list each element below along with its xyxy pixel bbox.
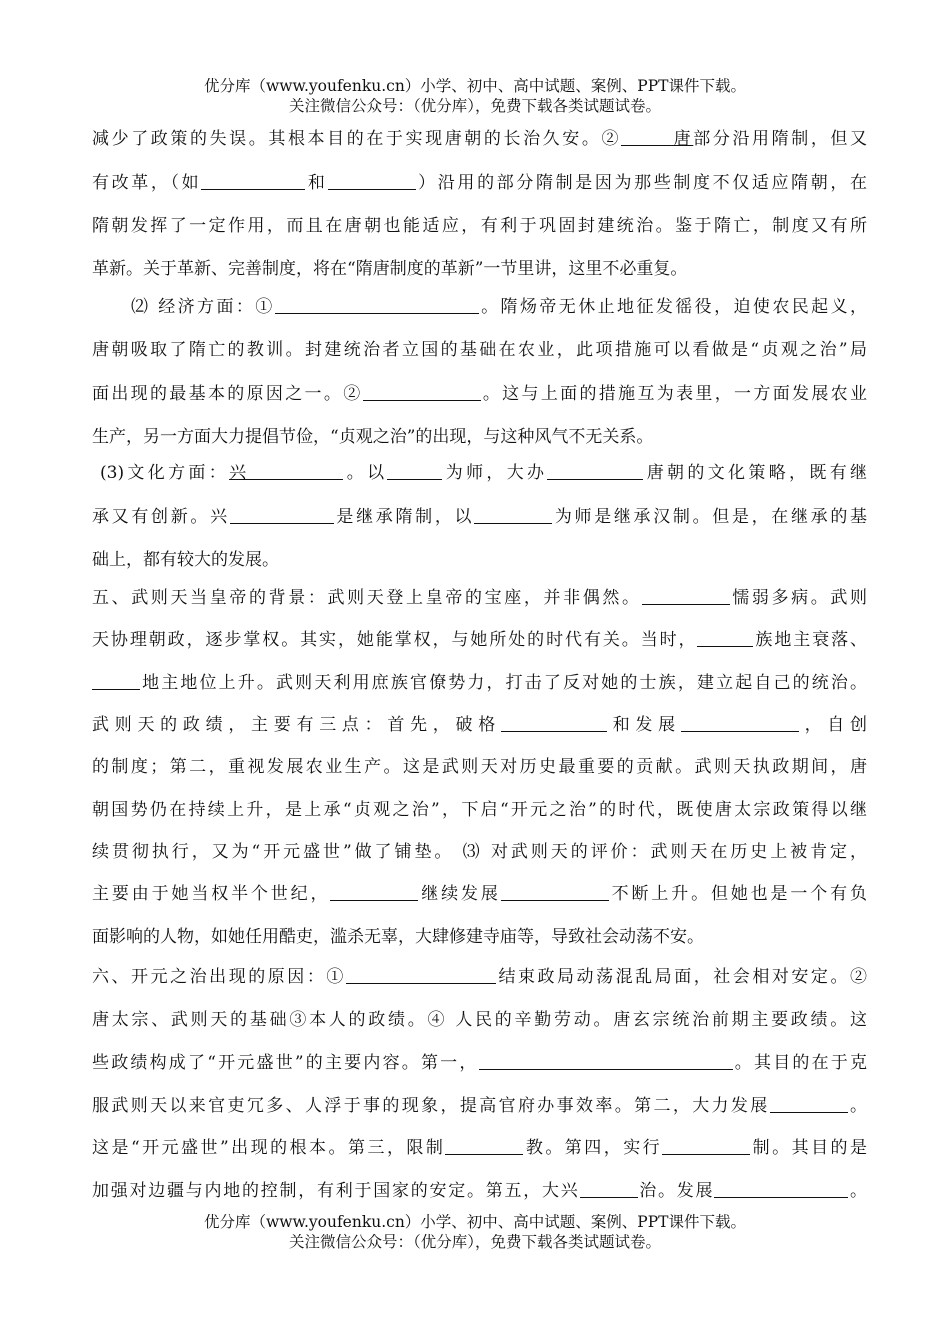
text-line-23: 些政绩构成了“开元盛世”的主要内容。第一， 。其目的在于克 (92, 1053, 867, 1073)
fill-blank[interactable] (714, 1181, 848, 1198)
fill-blank[interactable] (230, 507, 334, 524)
fill-blank[interactable] (697, 630, 753, 647)
footer-line-2: 关注微信公众号：（优分库），免费下载各类试题试卷。 (288, 1233, 661, 1251)
fill-blank[interactable] (479, 1053, 733, 1070)
footer-line-1: 优分库（www.youfenku.cn）小学、初中、高中试题、案例、PPT课件下载。 (203, 1213, 747, 1231)
header-line-2: 关注微信公众号：（优分库），免费下载各类试题试卷。 (288, 97, 661, 115)
fill-blank[interactable] (770, 1096, 848, 1113)
fill-blank[interactable] (275, 297, 479, 314)
text-line-4: 革新。关于革新、完善制度，将在“隋唐制度的革新”一节里讲，这里不必重复。 (92, 259, 688, 279)
fill-blank[interactable] (501, 715, 607, 732)
fill-blank[interactable] (474, 507, 552, 524)
fill-blank[interactable] (363, 384, 481, 401)
text-line-26: 加强对边疆与内地的控制，有利于国家的安定。第五，大兴 治。发展 。 (92, 1181, 867, 1201)
text-line-2: 有改革，（如 和 ）沿用的部分隋制是因为那些制度不仅适应隋朝，在 (92, 173, 868, 193)
fill-blank[interactable] (681, 715, 799, 732)
fill-blank[interactable] (580, 1181, 638, 1198)
fill-blank[interactable] (662, 1138, 750, 1155)
text-line-24: 服武则天以来官吏冗多、人浮于事的现象，提高官府办事效率。第二，大力发展 。 (92, 1096, 868, 1116)
text-line-6: 唐朝吸取了隋亡的教训。封建统治者立国的基础在农业，此项措施可以看做是“贞观之治”局 (92, 340, 867, 360)
fill-blank[interactable] (328, 173, 416, 190)
text-line-25: 这是“开元盛世”出现的根本。第三，限制 教。第四，实行 制。其目的是 (92, 1138, 868, 1158)
fill-blank[interactable] (387, 463, 442, 480)
text-line-13: 天协理朝政，逐步掌权。其实，她能掌权，与她所处的时代有关。当时， 族地主衰落、 (92, 630, 868, 650)
text-line-11: 础上，都有较大的发展。 (92, 550, 279, 570)
text-line-15: 武则天的政绩，主要有三点：首先，破格 和发展 ，自创 (92, 715, 868, 735)
fill-blank[interactable] (201, 173, 305, 190)
fill-blank[interactable] (346, 967, 496, 984)
text-line-19: 主要由于她当权半个世纪， 继续发展 不断上升。但她也是一个有负 (92, 884, 868, 904)
fill-blank[interactable] (249, 463, 343, 480)
text-line-1: 减少了政策的失误。其根本目的在于实现唐朝的长治久安。② 唐部分沿用隋制，但又 (92, 129, 868, 149)
page-header (0, 76, 950, 116)
fill-blank[interactable] (92, 673, 140, 690)
text-line-12: 五、武则天当皇帝的背景：武则天登上皇帝的宝座，并非偶然。 懦弱多病。武则 (92, 588, 868, 608)
text-line-14: 地主地位上升。武则天利用庶族官僚势力，打击了反对她的士族，建立起自己的统治。 (92, 672, 867, 694)
fill-blank[interactable] (621, 129, 671, 146)
fill-blank[interactable] (445, 1138, 523, 1155)
text-line-22: 唐太宗、武则天的基础③本人的政绩。④ 人民的辛勤劳动。唐玄宗统治前期主要政绩。这 (92, 1010, 867, 1030)
page-footer (0, 1212, 950, 1252)
header-line-1: 优分库（www.youfenku.cn）小学、初中、高中试题、案例、PPT课件下载。 (203, 77, 747, 95)
text-line-5: ⑵ 经济方面：① 。隋炀帝无休止地征发徭役，迫使农民起义， (131, 297, 867, 317)
text-line-10: 承又有创新。兴 是继承隋制，以 为师是继承汉制。但是，在继承的基 (92, 507, 868, 527)
text-line-18: 续贯彻执行，又为“开元盛世”做了铺垫。 ⑶ 对武则天的评价：武则天在历史上被肯定， (92, 842, 867, 862)
text-line-9: (3)文化方面：兴 。以 为师，大办 唐朝的文化策略，既有继 (100, 463, 868, 483)
text-line-21: 六、开元之治出现的原因：① 结束政局动荡混乱局面，社会相对安定。② (92, 967, 867, 987)
text-line-7: 面出现的最基本的原因之一。② 。这与上面的措施互为表里，一方面发展农业 (92, 384, 868, 404)
text-line-20: 面影响的人物，如她任用酷吏，滥杀无辜，大肆修建寺庙等，导致社会动荡不安。 (92, 927, 704, 947)
text-line-8: 生产，另一方面大力提倡节俭，“贞观之治”的出现，与这种风气不无关系。 (92, 427, 654, 447)
fill-blank[interactable] (547, 463, 643, 480)
text-line-3: 隋朝发挥了一定作用，而且在唐朝也能适应，有利于巩固封建统治。鉴于隋亡，制度又有所 (92, 216, 867, 236)
text-line-16: 的制度；第二，重视发展农业生产。这是武则天对历史最重要的贡献。武则天执政期间，唐 (92, 757, 867, 777)
fill-blank[interactable] (642, 588, 730, 605)
text-line-17: 朝国势仍在持续上升，是上承“贞观之治”，下启“开元之治”的时代，既使唐太宗政策得以继 (92, 800, 867, 820)
fill-blank[interactable] (501, 884, 609, 901)
fill-blank[interactable] (330, 884, 418, 901)
